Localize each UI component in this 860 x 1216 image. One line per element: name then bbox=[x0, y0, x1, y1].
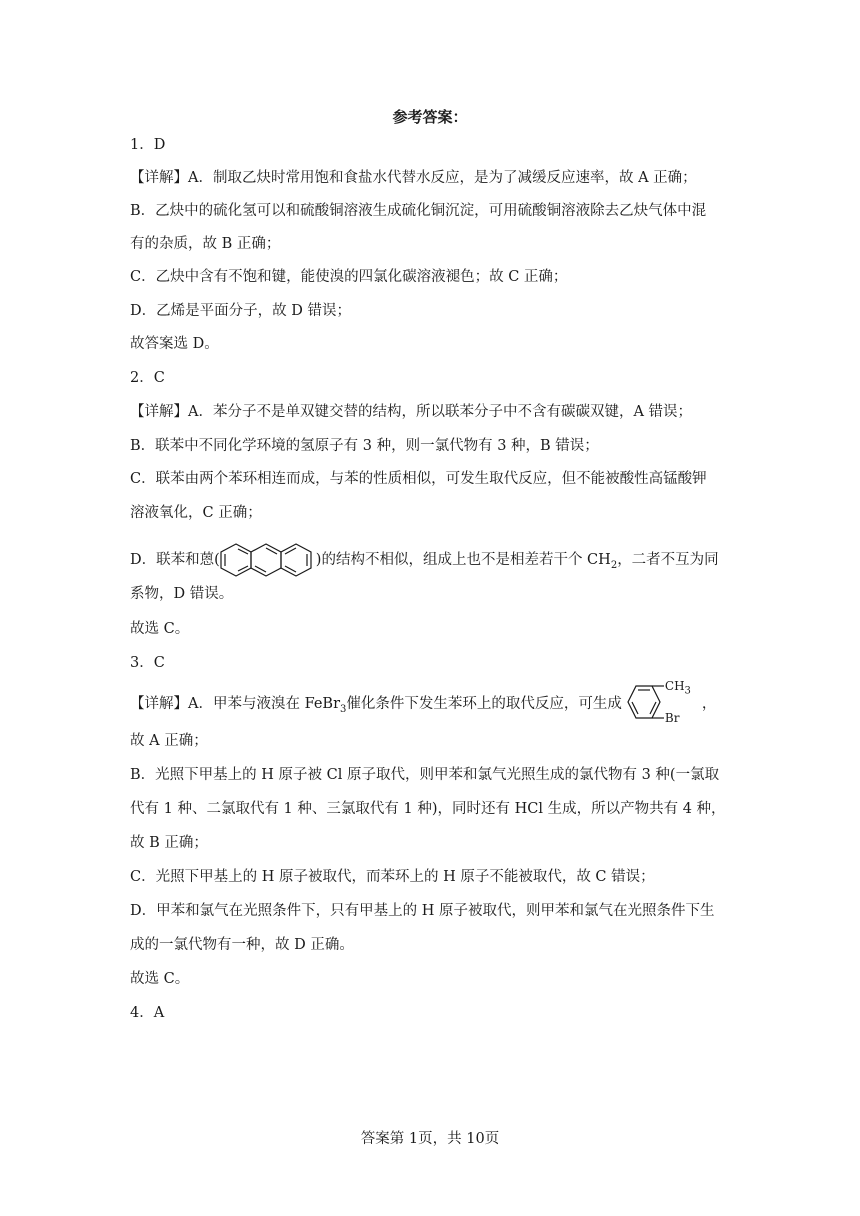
q2-option-b: B．联苯中不同化学环境的氢原子有 3 种，则一氯代物有 3 种，B 错误； bbox=[130, 438, 599, 454]
q1-option-b-line1: B．乙炔中的硫化氢可以和硫酸铜溶液生成硫化铜沉淀，可用硫酸铜溶液除去乙炔气体中混 bbox=[130, 203, 707, 219]
answer-3: 3．C bbox=[130, 655, 165, 671]
q2-d-subscript: 2 bbox=[610, 559, 618, 571]
benzene-ring-icon bbox=[622, 682, 668, 726]
ch-text: CH bbox=[664, 679, 685, 693]
q2-conclusion: 故选 C。 bbox=[130, 621, 190, 637]
q3-a-text: 催化条件下发生苯环上的取代反应，可生成 bbox=[346, 696, 622, 712]
anthracene-structure-icon bbox=[220, 542, 316, 578]
q3-option-a-line2: 故 A 正确； bbox=[130, 733, 208, 749]
answer-4: 4．A bbox=[130, 1005, 165, 1021]
q2-option-d-line1 bbox=[130, 542, 719, 578]
q1-conclusion: 故答案选 D。 bbox=[130, 336, 219, 352]
bromotoluene-structure bbox=[622, 679, 702, 726]
answer-1: 1．D bbox=[130, 137, 166, 153]
q3-a-end: ， bbox=[701, 696, 717, 712]
q2-option-d-line2: 系物，D 错误。 bbox=[130, 586, 234, 602]
q1-option-b-line2: 有的杂质，故 B 正确； bbox=[130, 236, 281, 252]
q3-option-a-line1 bbox=[130, 679, 717, 726]
q2-option-a: 【详解】A．苯分子不是单双键交替的结构，所以联苯分子中不含有碳碳双键，A 错误； bbox=[130, 404, 693, 420]
q1-option-a: 【详解】A．制取乙炔时常用饱和食盐水代替水反应，是为了减缓反应速率，故 A 正确； bbox=[130, 170, 697, 186]
q2-option-c-line2: 溶液氧化，C 正确； bbox=[130, 505, 262, 521]
q1-option-c: C．乙炔中含有不饱和键，能使溴的四氯化碳溶液褪色；故 C 正确； bbox=[130, 269, 568, 285]
q3-option-b-line3: 故 B 正确； bbox=[130, 835, 208, 851]
q3-option-b-line2: 代有 1 种、二氯取代有 1 种、三氯取代有 1 种)，同时还有 HCl 生成，所以产物共有 4 种， bbox=[130, 801, 726, 817]
page-title: 参考答案： bbox=[392, 108, 468, 126]
q3-conclusion: 故选 C。 bbox=[130, 971, 190, 987]
page-footer: 答案第 1页，共 10页 bbox=[360, 1131, 500, 1147]
methyl-label bbox=[664, 678, 691, 697]
q2-option-c-line1: C．联苯由两个苯环相连而成，与苯的性质相似，可发生取代反应，但不能被酸性高锰酸钾 bbox=[130, 471, 707, 487]
q3-option-b-line1: B．光照下甲基上的 H 原子被 Cl 原子取代，则甲苯和氯气光照生成的氯代物有 3 种(一氯取 bbox=[130, 767, 720, 783]
q3-option-d-line1: D．甲苯和氯气在光照条件下，只有甲基上的 H 原子被取代，则甲苯和氯气在光照条件下生 bbox=[130, 903, 715, 919]
q3-option-d-line2: 成的一氯代物有一种，故 D 正确。 bbox=[130, 937, 354, 953]
q2-d-text: )的结构不相似，组成上也不是相差若干个 CH bbox=[315, 552, 611, 568]
bromine-label: Br bbox=[664, 711, 680, 725]
q2-d-end: ，二者不互为同 bbox=[617, 552, 719, 568]
q3-a-subscript: 3 bbox=[340, 703, 347, 715]
q1-option-d: D．乙烯是平面分子，故 D 错误； bbox=[130, 303, 351, 319]
ch3-subscript: 3 bbox=[684, 685, 691, 697]
q3-option-c: C．光照下甲基上的 H 原子被取代，而苯环上的 H 原子不能被取代，故 C 错误； bbox=[130, 869, 655, 885]
q3-a-prefix: 【详解】A．甲苯与液溴在 FeBr bbox=[130, 696, 341, 712]
q2-d-prefix: D．联苯和蒽( bbox=[130, 552, 220, 568]
answer-2: 2．C bbox=[130, 370, 165, 386]
